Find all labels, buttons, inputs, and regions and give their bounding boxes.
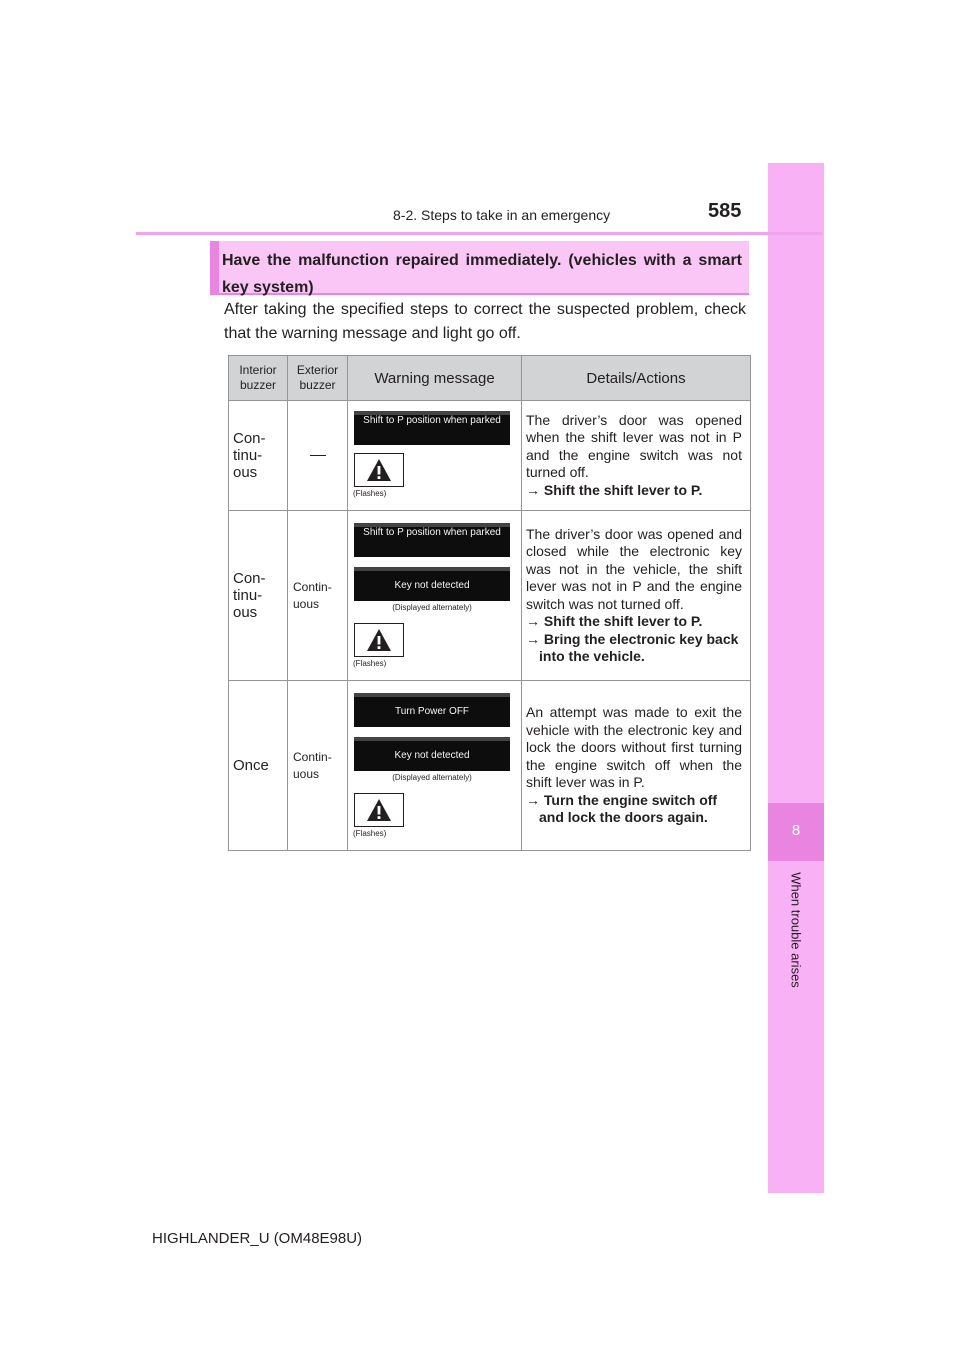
arrow-icon: →	[526, 791, 544, 808]
displayed-alternately-note: (Displayed alternately)	[392, 603, 472, 612]
chapter-side-tab	[768, 163, 824, 1193]
action-text: Bring the electronic key back into the vehicle.	[539, 630, 739, 664]
header-warning-message: Warning message	[348, 356, 522, 401]
warning-message-cell	[348, 511, 522, 681]
section-title: 8-2. Steps to take in an emergency	[393, 207, 611, 223]
footer-model-code: HIGHLANDER_U (OM48E98U)	[152, 1230, 363, 1247]
displayed-alternately-note: (Displayed alternately)	[392, 773, 472, 782]
arrow-icon: →	[526, 481, 544, 498]
page-number: 585	[708, 200, 742, 222]
arrow-icon: →	[526, 630, 544, 647]
details-text: The driver’s door was opened when the shift lever was not in P and the engine switch was not turned off.	[526, 411, 742, 481]
details-cell	[522, 681, 751, 851]
interior-buzzer-value: Con-tinu-ous	[233, 570, 266, 621]
table-row	[229, 681, 751, 851]
warning-light	[354, 453, 404, 487]
action-text: Shift the shift lever to P.	[543, 481, 703, 498]
section-heading: Have the malfunction repaired immediately. (vehicles with a smart key system)	[222, 252, 742, 296]
details-cell	[522, 401, 751, 511]
header-interior-buzzer: Interior buzzer	[229, 356, 288, 401]
chapter-title: When trouble arises	[788, 872, 804, 988]
details-text: The driver’s door was opened and closed while the electronic key was not in the vehicle, the shift lever was not in P and the engine switch was not turned off.	[526, 525, 742, 612]
action-text: Shift the shift lever to P.	[543, 613, 703, 629]
interior-buzzer-value: Once	[233, 757, 269, 774]
header-rule	[136, 232, 822, 235]
warning-screen: Key not detected	[354, 737, 510, 771]
table-row	[229, 511, 751, 681]
dash-mark	[310, 455, 326, 456]
exterior-buzzer-value: Contin-uous	[293, 579, 332, 611]
warning-table	[228, 355, 751, 851]
flashes-note: (Flashes)	[353, 489, 387, 498]
header-exterior-buzzer: Exterior buzzer	[288, 356, 348, 401]
warning-screen: Turn Power OFF	[354, 693, 510, 727]
exterior-buzzer-none	[288, 401, 348, 511]
warning-message-cell	[348, 401, 522, 511]
action-text: Turn the engine switch off and lock the doors again.	[539, 791, 718, 826]
warning-screen: Shift to P position when parked	[354, 523, 510, 557]
flashes-note: (Flashes)	[353, 659, 387, 668]
details-cell	[522, 511, 751, 681]
warning-screen: Shift to P position when parked	[354, 411, 510, 445]
warning-triangle-icon	[366, 628, 392, 652]
table-header-row	[229, 356, 751, 401]
flashes-note: (Flashes)	[353, 829, 387, 838]
intro-paragraph: After taking the specified steps to correct the suspected problem, check that the warning message and light go off.	[224, 301, 746, 342]
warning-light	[354, 793, 404, 827]
warning-triangle-icon	[366, 458, 392, 482]
exterior-buzzer-value: Contin-uous	[293, 749, 332, 781]
warning-light	[354, 623, 404, 657]
warning-screen: Key not detected	[354, 567, 510, 601]
chapter-number: 8	[791, 822, 801, 839]
header-details-actions: Details/Actions	[522, 356, 751, 401]
interior-buzzer-value: Con-tinu-ous	[233, 430, 266, 481]
details-text: An attempt was made to exit the vehicle with the electronic key and lock the doors without first turning the engine switch off when the shift lever was in P.	[526, 704, 742, 791]
warning-message-cell	[348, 681, 522, 851]
table-row	[229, 401, 751, 511]
arrow-icon: →	[526, 613, 544, 629]
warning-triangle-icon	[366, 798, 392, 822]
